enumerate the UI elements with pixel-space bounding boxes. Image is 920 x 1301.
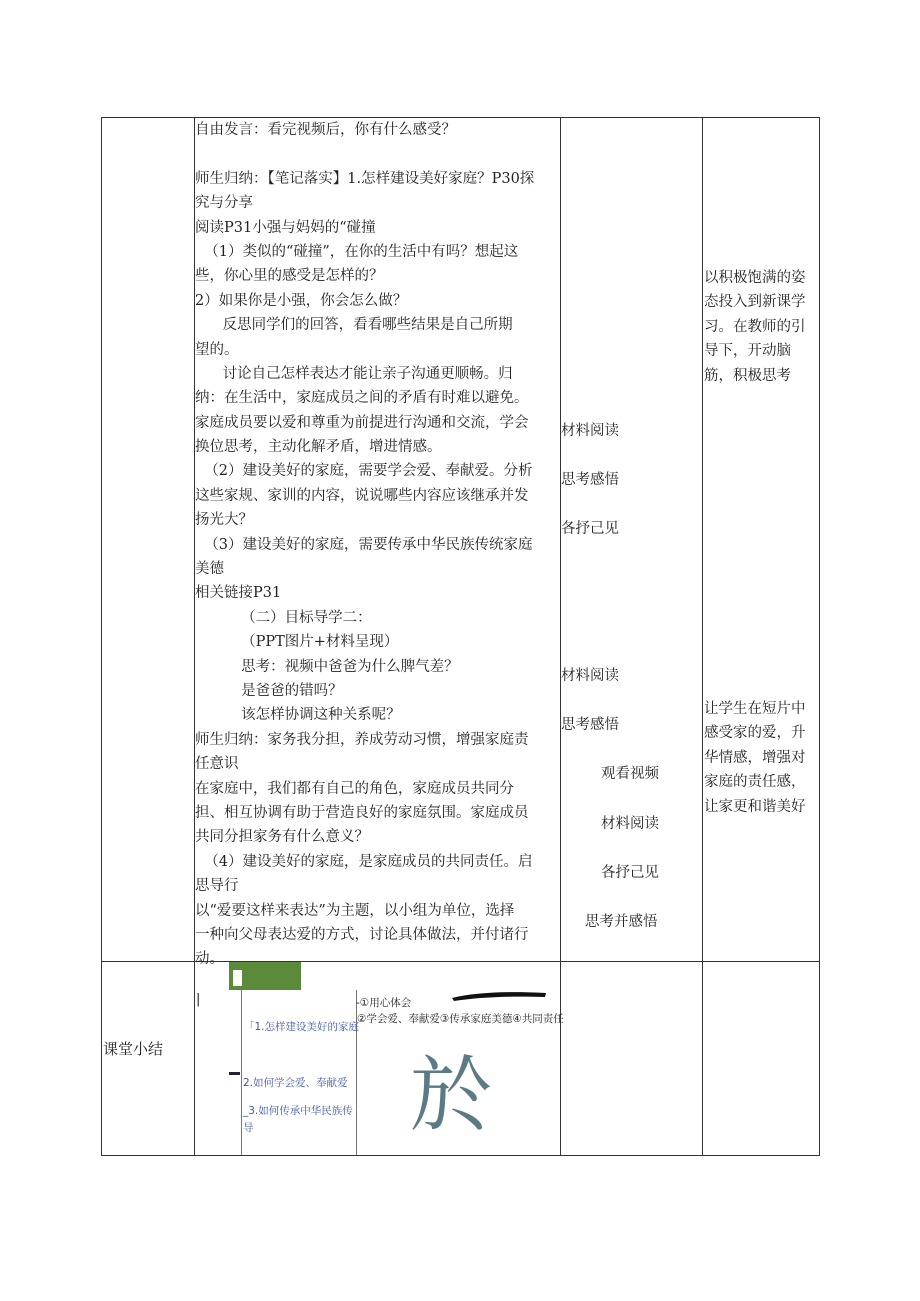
content-line — [195, 142, 560, 166]
content-line: 在家庭中，我们都有自己的角色，家庭成员共同分 — [195, 780, 514, 797]
student-activity-3: 各抒己见 — [561, 521, 619, 537]
student-activity-8: 各抒己见 — [601, 865, 659, 881]
content-line: （二）目标导学二： — [195, 609, 372, 626]
mindmap-connector-left — [241, 990, 242, 1155]
design-intent-2-line: 华情感，增强对 — [704, 749, 806, 766]
mindmap-item-1: 「1.怎样建设美好的家庭 — [244, 1021, 360, 1033]
mindmap-large-character: 於 — [410, 1048, 493, 1143]
content-line: 一种向父母表达爱的方式，讨论具体做法，并付诸行 — [195, 926, 529, 943]
student-activity-1: 材料阅读 — [561, 423, 619, 439]
class-summary-label: 课堂小结 — [103, 1040, 164, 1058]
student-activity-7: 材料阅读 — [601, 816, 659, 832]
mindmap-left-mark: | — [196, 992, 201, 1007]
content-line: 纳：在生活中，家庭成员之间的矛盾有时难以避免。 — [195, 390, 529, 407]
content-line: （4）建设美好的家庭，是家庭成员的共同责任。启 — [195, 853, 533, 870]
content-line: 些，你心里的感受是怎样的？ — [195, 268, 384, 285]
content-line: 以“爱要这样来表达”为主题，以小组为单位，选择 — [195, 902, 515, 919]
design-intent-2-line: 让学生在短片中 — [704, 701, 806, 717]
mindmap-item-3: _3.如何传承中华民族传 — [243, 1105, 353, 1117]
content-line: 师生归纳：【笔记落实】1.怎样建设美好家庭？P30探 — [195, 170, 535, 187]
content-line: 家庭成员要以爱和尊重为前提进行沟通和交流，学会 — [195, 414, 529, 431]
content-line: （2）建设美好的家庭，需要学会爱、奉献爱。分析 — [195, 463, 533, 480]
student-activity-9: 思考并感悟 — [585, 914, 658, 930]
design-intent-2 — [704, 697, 820, 819]
brush-stroke-decoration — [450, 988, 550, 1004]
content-line: 这些家规、家训的内容，说说哪些内容应该继承并发 — [195, 487, 529, 504]
design-intent-1-line: 以积极饱满的姿 — [704, 270, 806, 286]
content-line: 阅读P31小强与妈妈的“碰撞 — [195, 219, 376, 236]
mindmap-right-line-1: -①用心体会 — [356, 997, 412, 1009]
student-activity-2: 思考感悟 — [561, 472, 619, 488]
content-line: 担、相互协调有助于营造良好的家庭氛围。家庭成员 — [195, 804, 529, 821]
table-border-left — [101, 117, 102, 1156]
content-line: 究与分享 — [195, 195, 253, 212]
table-col-divider-3 — [702, 117, 703, 1156]
design-intent-2-line: 感受家的爱，升 — [704, 725, 806, 742]
content-line: 动。 — [195, 951, 224, 968]
content-line: 讨论自己怎样表达才能让亲子沟通更顺畅。归 — [195, 365, 513, 382]
content-line: 思考：视频中爸爸为什么脾气差？ — [195, 658, 459, 675]
design-intent-1-line: 习。在教师的引 — [704, 318, 806, 335]
content-line: 扬光大？ — [195, 512, 253, 529]
content-line: 该怎样协调这种关系呢？ — [195, 707, 401, 724]
content-line: 美德 — [195, 561, 224, 578]
student-activity-5: 思考感悟 — [561, 717, 619, 733]
design-intent-1 — [704, 266, 820, 388]
content-line: 2）如果你是小强，你会怎么做？ — [195, 292, 408, 309]
mindmap-item-2: 2.如何学会爱、奉献爱 — [243, 1077, 348, 1089]
mindmap-right-line-2: ②学会爱、奉献爱③传承家庭美德④共同责任 — [357, 1013, 564, 1025]
mindmap-header-box-inner — [233, 970, 242, 986]
design-intent-1-line: 态投入到新课学 — [704, 294, 806, 311]
content-line: （1）类似的“碰撞”，在你的生活中有吗？想起这 — [195, 243, 519, 260]
student-activity-6: 观看视频 — [601, 766, 659, 782]
content-line: 自由发言：看完视频后，你有什么感受？ — [195, 122, 456, 138]
content-line: 望的。 — [195, 341, 239, 358]
design-intent-2-line: 家庭的责任感， — [704, 774, 806, 791]
content-line: 相关链接P31 — [195, 585, 282, 602]
content-line: 换位思考，主动化解矛盾，增进情感。 — [195, 439, 442, 456]
design-intent-1-line: 筋，积极思考 — [704, 367, 791, 384]
mindmap-item-3-continued: 导 — [243, 1122, 254, 1134]
content-line: 是爸爸的错吗？ — [195, 682, 343, 699]
table-border-bottom — [101, 1155, 820, 1156]
content-line: （3）建设美好的家庭，需要传承中华民族传统家庭 — [195, 536, 533, 553]
mindmap-dash-marker — [229, 1072, 240, 1075]
content-line: （PPT图片+材料呈现） — [195, 634, 399, 651]
content-line: 任意识 — [195, 756, 239, 773]
student-activity-4: 材料阅读 — [561, 668, 619, 684]
design-intent-1-line: 导下，开动脑 — [704, 343, 791, 360]
table-col-divider-2 — [560, 117, 561, 1156]
design-intent-2-line: 让家更和谐美好 — [704, 798, 806, 815]
content-line: 师生归纳：家务我分担，养成劳动习惯，增强家庭责 — [195, 731, 529, 748]
content-line: 反思同学们的回答，看看哪些结果是自己所期 — [195, 317, 513, 334]
teaching-content-cell — [195, 118, 560, 972]
content-line: 思导行 — [195, 878, 239, 895]
content-line: 共同分担家务有什么意义？ — [195, 829, 369, 846]
